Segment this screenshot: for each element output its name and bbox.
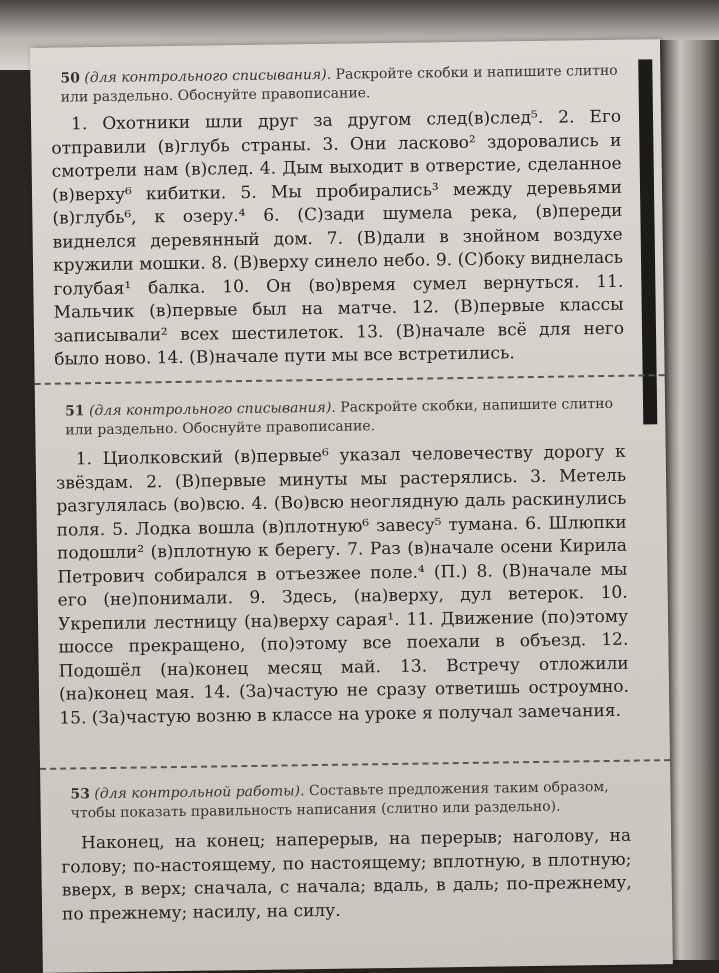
exercise-50-task: Раскройте скобки и напишите слитно или раздельно. Обоснуйте правописание.	[60, 62, 618, 106]
exercise-53-note: (для контрольной работы).	[94, 783, 305, 803]
exercise-51-note: (для контрольного списывания).	[88, 399, 336, 420]
exercise-53-task: Составьте предложения таким образом, чтобы показать правильность написания (слитно или раздельно).	[70, 778, 609, 822]
book-page	[30, 39, 673, 973]
exercise-50-note: (для контрольного списывания).	[84, 66, 332, 87]
section-divider-1	[35, 374, 665, 385]
exercise-51-header	[65, 395, 625, 441]
exercise-51-number: 51	[64, 403, 85, 420]
page-edge-bar	[638, 59, 657, 424]
exercise-53-text: Наконец, на конец; наперерыв, на перерыв; наголову, на голову; по-настоящему, по настоящему; вплотную, в плотную; вверх, в верх; сначала, с начала; вдаль, в даль; по-прежнему, по прежнему; насилу, на силу.	[61, 825, 632, 925]
exercise-50-header	[60, 62, 620, 108]
exercise-53-header	[70, 778, 630, 824]
exercise-50-text: 1. Охотники шли друг за другом след(в)след⁵. 2. Его отправили (в)глубь страны. 3. Они ласково² здоровались и смотрели нам (в)след. 4. Дым выходит в отверстие, сделанное (в)верху⁶ кибитки. 5. Мы пробирались³ между деревьями (в)глубь⁶, к озеру.⁴ 6. (С)зади шумела река, (в)переди виднелся деревянный дом. 7. (В)дали в знойном воздухе кружили мошки. 8. (В)верху синело небо. 9. (С)боку виднелась голубая¹ балка. 10. Он (во)время сумел вернуться. 11. Мальчик (в)первые был на матче. 12. (В)первые классы записывали² всех шестилеток. 13. (В)начале всё для него было ново. 14. (В)начале пути мы все встретились.	[51, 106, 625, 370]
exercise-51-text: 1. Циолковский (в)первые⁶ указал человечеству дорогу к звёздам. 2. (В)первые минуты мы растерялись. 3. Метель разгулялась (во)всю. 4. (Во)всю неоглядную даль раскинулись поля. 5. Лодка вошла (в)плотную⁶ завесу⁵ тумана. 6. Шлюпки подошли² (в)плотную к берегу. 7. Раз (в)начале осени Кирила Петрович собирался в отъезжее поле.⁴ (П.) 8. (В)начале мы его (не)понимали. 9. Здесь, (на)верху, дул ветерок. 10. Укрепили лестницу (на)верху сарая¹. 11. Движение (по)этому шоссе прекращено, (по)этому все поехали в объезд. 12. Подошёл (на)конец месяц май. 13. Встречу отложили (на)конец мая. 14. (За)частую не сразу ответишь остроумно. 15. (За)частую возню в классе на уроке я получал замечания.	[55, 441, 630, 729]
section-divider-2	[40, 759, 670, 770]
exercise-51-task: Раскройте скобки, напишите слитно или раздельно. Обоснуйте правописание.	[65, 395, 614, 439]
exercise-53-number: 53	[70, 786, 91, 803]
exercise-50-number: 50	[60, 70, 81, 87]
